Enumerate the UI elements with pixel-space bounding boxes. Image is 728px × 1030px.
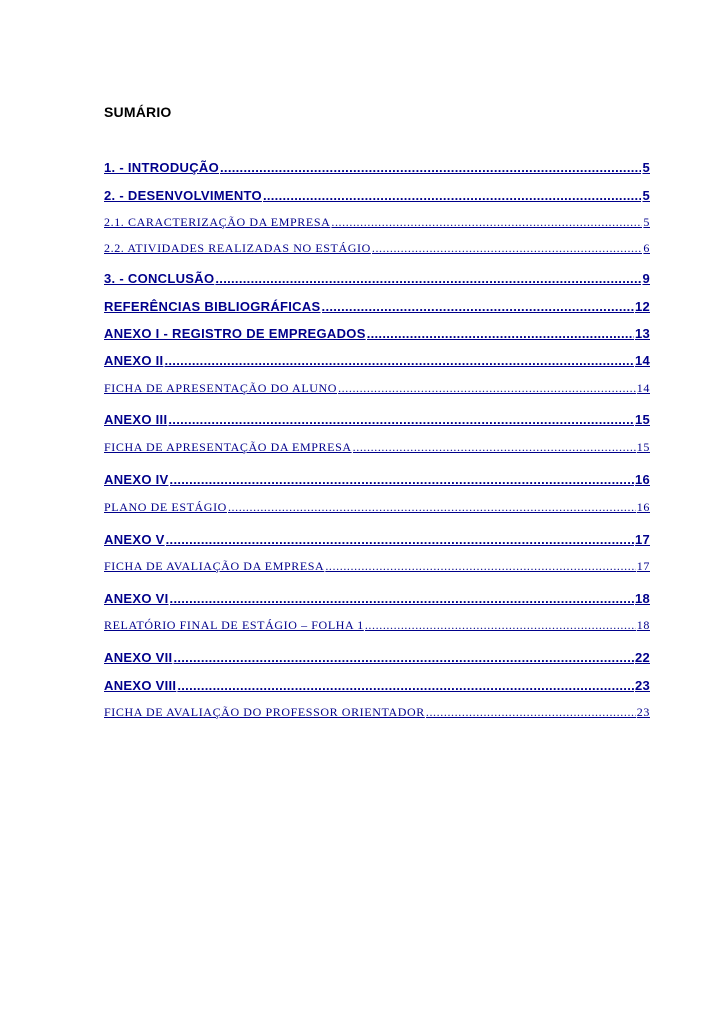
toc-entry-title: 3. - CONCLUSÃO	[104, 271, 215, 286]
toc-entry-page-number: 17	[634, 532, 650, 547]
toc-entry-page-number: 5	[643, 215, 650, 229]
toc-entry-title: FICHA DE APRESENTAÇÃO DO ALUNO	[104, 381, 338, 395]
dot-leader	[168, 412, 634, 427]
toc-entry-title: 2. - DESENVOLVIMENTO	[104, 188, 262, 203]
toc-entry[interactable]	[104, 299, 650, 315]
dot-leader	[338, 381, 636, 396]
toc-entry[interactable]	[104, 559, 650, 575]
toc-entry[interactable]	[104, 618, 650, 634]
toc-entry-title: FICHA DE AVALIAÇÃO DO PROFESSOR ORIENTADOR	[104, 705, 425, 719]
dot-leader	[166, 532, 634, 547]
toc-entry-page-number: 17	[636, 559, 650, 573]
toc-entry-title: ANEXO VII	[104, 650, 173, 665]
page-title: SUMÁRIO	[104, 104, 172, 120]
toc-entry-title: PLANO DE ESTÁGIO	[104, 500, 227, 514]
toc-entry-page-number: 23	[636, 705, 650, 719]
toc-entry-title: ANEXO II	[104, 353, 164, 368]
toc-entry-page-number: 5	[642, 188, 650, 203]
toc-entry[interactable]	[104, 591, 650, 607]
toc-entry-page-number: 18	[634, 591, 650, 606]
dot-leader	[365, 618, 636, 633]
toc-entry[interactable]	[104, 705, 650, 721]
toc-entry-page-number: 9	[642, 271, 650, 286]
toc-entry[interactable]	[104, 188, 650, 204]
toc-entry-title: ANEXO III	[104, 412, 168, 427]
toc-entry[interactable]	[104, 472, 650, 488]
toc-entry-title: RELATÓRIO FINAL DE ESTÁGIO – FOLHA 1	[104, 618, 364, 632]
toc-entry[interactable]	[104, 412, 650, 428]
dot-leader	[177, 678, 634, 693]
toc-entry-page-number: 14	[636, 381, 650, 395]
toc-entry-page-number: 13	[634, 326, 650, 341]
toc-entry[interactable]	[104, 440, 650, 456]
toc-entry-page-number: 12	[634, 299, 650, 314]
toc-entry[interactable]	[104, 326, 650, 342]
dot-leader	[170, 591, 634, 606]
dot-leader	[367, 326, 634, 341]
dot-leader	[220, 160, 641, 175]
toc-entry-page-number: 16	[636, 500, 650, 514]
dot-leader	[164, 353, 633, 368]
dot-leader	[215, 271, 641, 286]
toc-entry-title: 2.2. ATIVIDADES REALIZADAS NO ESTÁGIO	[104, 241, 371, 255]
toc-entry[interactable]	[104, 215, 650, 231]
toc-entry[interactable]	[104, 678, 650, 694]
toc-entry[interactable]	[104, 241, 650, 257]
toc-entry-title: ANEXO VIII	[104, 678, 177, 693]
dot-leader	[331, 215, 642, 230]
dot-leader	[170, 472, 634, 487]
toc-entry[interactable]	[104, 160, 650, 176]
toc-entry[interactable]	[104, 381, 650, 397]
toc-entry-page-number: 15	[636, 440, 650, 454]
toc-entry[interactable]	[104, 650, 650, 666]
toc-entry-title: ANEXO VI	[104, 591, 169, 606]
toc-entry-page-number: 6	[643, 241, 650, 255]
toc-entry-title: ANEXO V	[104, 532, 165, 547]
toc-entry-page-number: 23	[634, 678, 650, 693]
toc-entry-title: ANEXO IV	[104, 472, 169, 487]
dot-leader	[426, 705, 636, 720]
toc-entry-title: FICHA DE AVALIAÇÃO DA EMPRESA	[104, 559, 325, 573]
dot-leader	[325, 559, 635, 574]
toc-entry-page-number: 18	[636, 618, 650, 632]
dot-leader	[322, 299, 634, 314]
toc-entry-title: 1. - INTRODUÇÃO	[104, 160, 219, 175]
toc-entry-page-number: 14	[634, 353, 650, 368]
dot-leader	[228, 500, 636, 515]
toc-entry-page-number: 16	[634, 472, 650, 487]
toc-entry[interactable]	[104, 353, 650, 369]
toc-entry-page-number: 5	[642, 160, 650, 175]
toc-entry-title: FICHA DE APRESENTAÇÃO DA EMPRESA	[104, 440, 352, 454]
toc-entry[interactable]	[104, 532, 650, 548]
toc-entry-title: 2.1. CARACTERIZAÇÃO DA EMPRESA	[104, 215, 331, 229]
toc-entry-title: REFERÊNCIAS BIBLIOGRÁFICAS	[104, 299, 321, 314]
dot-leader	[353, 440, 636, 455]
dot-leader	[263, 188, 642, 203]
toc-entry-page-number: 22	[634, 650, 650, 665]
toc-entry-title: ANEXO I - REGISTRO DE EMPREGADOS	[104, 326, 366, 341]
toc-entry[interactable]	[104, 271, 650, 287]
toc-entry-page-number: 15	[634, 412, 650, 427]
toc-entry[interactable]	[104, 500, 650, 516]
dot-leader	[173, 650, 634, 665]
dot-leader	[372, 241, 643, 256]
